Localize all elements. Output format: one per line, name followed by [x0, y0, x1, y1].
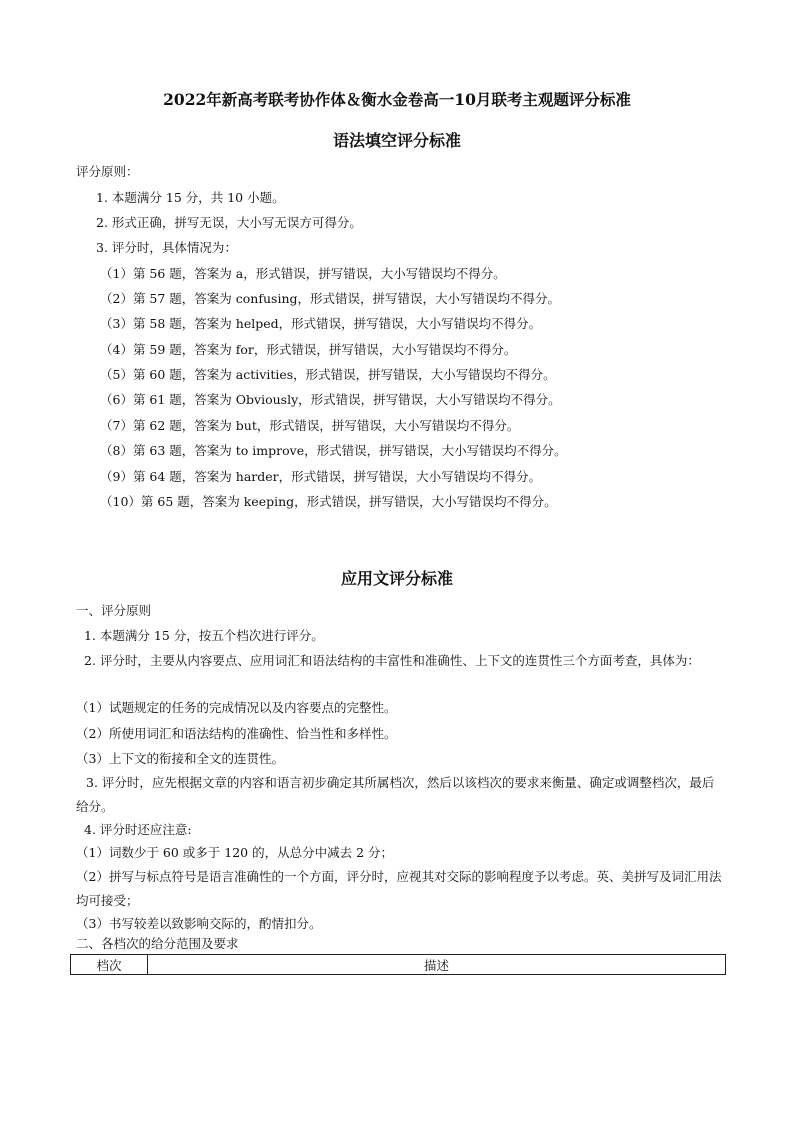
grammar-rule: 3. 评分时，具体情况为： — [96, 240, 237, 255]
grammar-answer-item: （2）第 57 题，答案为 confusing，形式错误，拼写错误，大小写错误均不得分。 — [100, 291, 560, 306]
writing-principle: 1. 本题满分 15 分，按五个档次进行评分。 — [84, 628, 324, 643]
writing-part2-heading: 二、各档次的给分范围及要求 — [76, 936, 239, 951]
grammar-answer-item: （4）第 59 题，答案为 for，形式错误，拼写错误，大小写错误均不得分。 — [100, 342, 517, 357]
grammar-answer-item: （5）第 60 题，答案为 activities，形式错误，拼写错误，大小写错误均不得分。 — [100, 367, 556, 382]
table-header-description: 描述 — [148, 955, 726, 975]
writing-principle-subitem: （3）书写较差以致影响交际的，酌情扣分。 — [76, 916, 322, 931]
document-title: 2022年新高考联考协作体＆衡水金卷高一10月联考主观题评分标准 — [163, 90, 631, 109]
grammar-principle-heading: 评分原则： — [76, 164, 139, 179]
writing-principle-subitem: （1）词数少于 60 或多于 120 的，从总分中减去 2 分； — [76, 845, 394, 860]
writing-section-title: 应用文评分标准 — [340, 569, 453, 588]
grade-criteria-table — [70, 954, 726, 975]
grammar-answer-item: （7）第 62 题，答案为 but，形式错误，拼写错误，大小写错误均不得分。 — [100, 418, 520, 433]
writing-part1-heading: 一、评分原则 — [76, 603, 152, 618]
grammar-answer-item: （8）第 63 题，答案为 to improve，形式错误，拼写错误，大小写错误均不得分。 — [100, 443, 567, 458]
grammar-answer-item: （10）第 65 题，答案为 keeping，形式错误，拼写错误，大小写错误均不得分。 — [100, 494, 557, 509]
writing-principle-subitem: （2）拼写与标点符号是语言准确性的一个方面，评分时，应视其对交际的影响程度予以考虑。英、美拼写及词汇用法均可接受； — [76, 869, 722, 908]
writing-principle: 4. 评分时还应注意: — [84, 822, 192, 837]
writing-principle: 3. 评分时，应先根据文章的内容和语言初步确定其所属档次，然后以该档次的要求来衡量、确定或调整档次，最后给分。 — [76, 775, 715, 814]
grammar-answer-item: （6）第 61 题，答案为 Obviously，形式错误，拼写错误，大小写错误均不得分。 — [100, 392, 561, 407]
grammar-answer-item: （9）第 64 题，答案为 harder，形式错误，拼写错误，大小写错误均不得分。 — [100, 469, 542, 484]
writing-principle: 2. 评分时，主要从内容要点、应用词汇和语法结构的丰富性和准确性、上下文的连贯性三个方面考查，具体为： — [84, 653, 700, 668]
writing-principle-subitem: （2）所使用词汇和语法结构的准确性、恰当性和多样性。 — [76, 726, 397, 741]
grammar-rule: 1. 本题满分 15 分，共 10 小题。 — [96, 190, 285, 205]
grammar-answer-item: （3）第 58 题，答案为 helped，形式错误，拼写错误，大小写错误均不得分。 — [100, 316, 542, 331]
table-header-row — [71, 955, 726, 975]
grammar-answer-item: （1）第 56 题，答案为 a，形式错误，拼写错误，大小写错误均不得分。 — [100, 266, 506, 281]
grammar-section-title: 语法填空评分标准 — [332, 131, 461, 150]
table-header-level: 档次 — [71, 955, 148, 975]
writing-principle-subitem: （3）上下文的衔接和全文的连贯性。 — [76, 751, 284, 766]
writing-principle-subitem: （1）试题规定的任务的完成情况以及内容要点的完整性。 — [76, 700, 397, 715]
grammar-rule: 2. 形式正确，拼写无误，大小写无误方可得分。 — [96, 215, 362, 230]
